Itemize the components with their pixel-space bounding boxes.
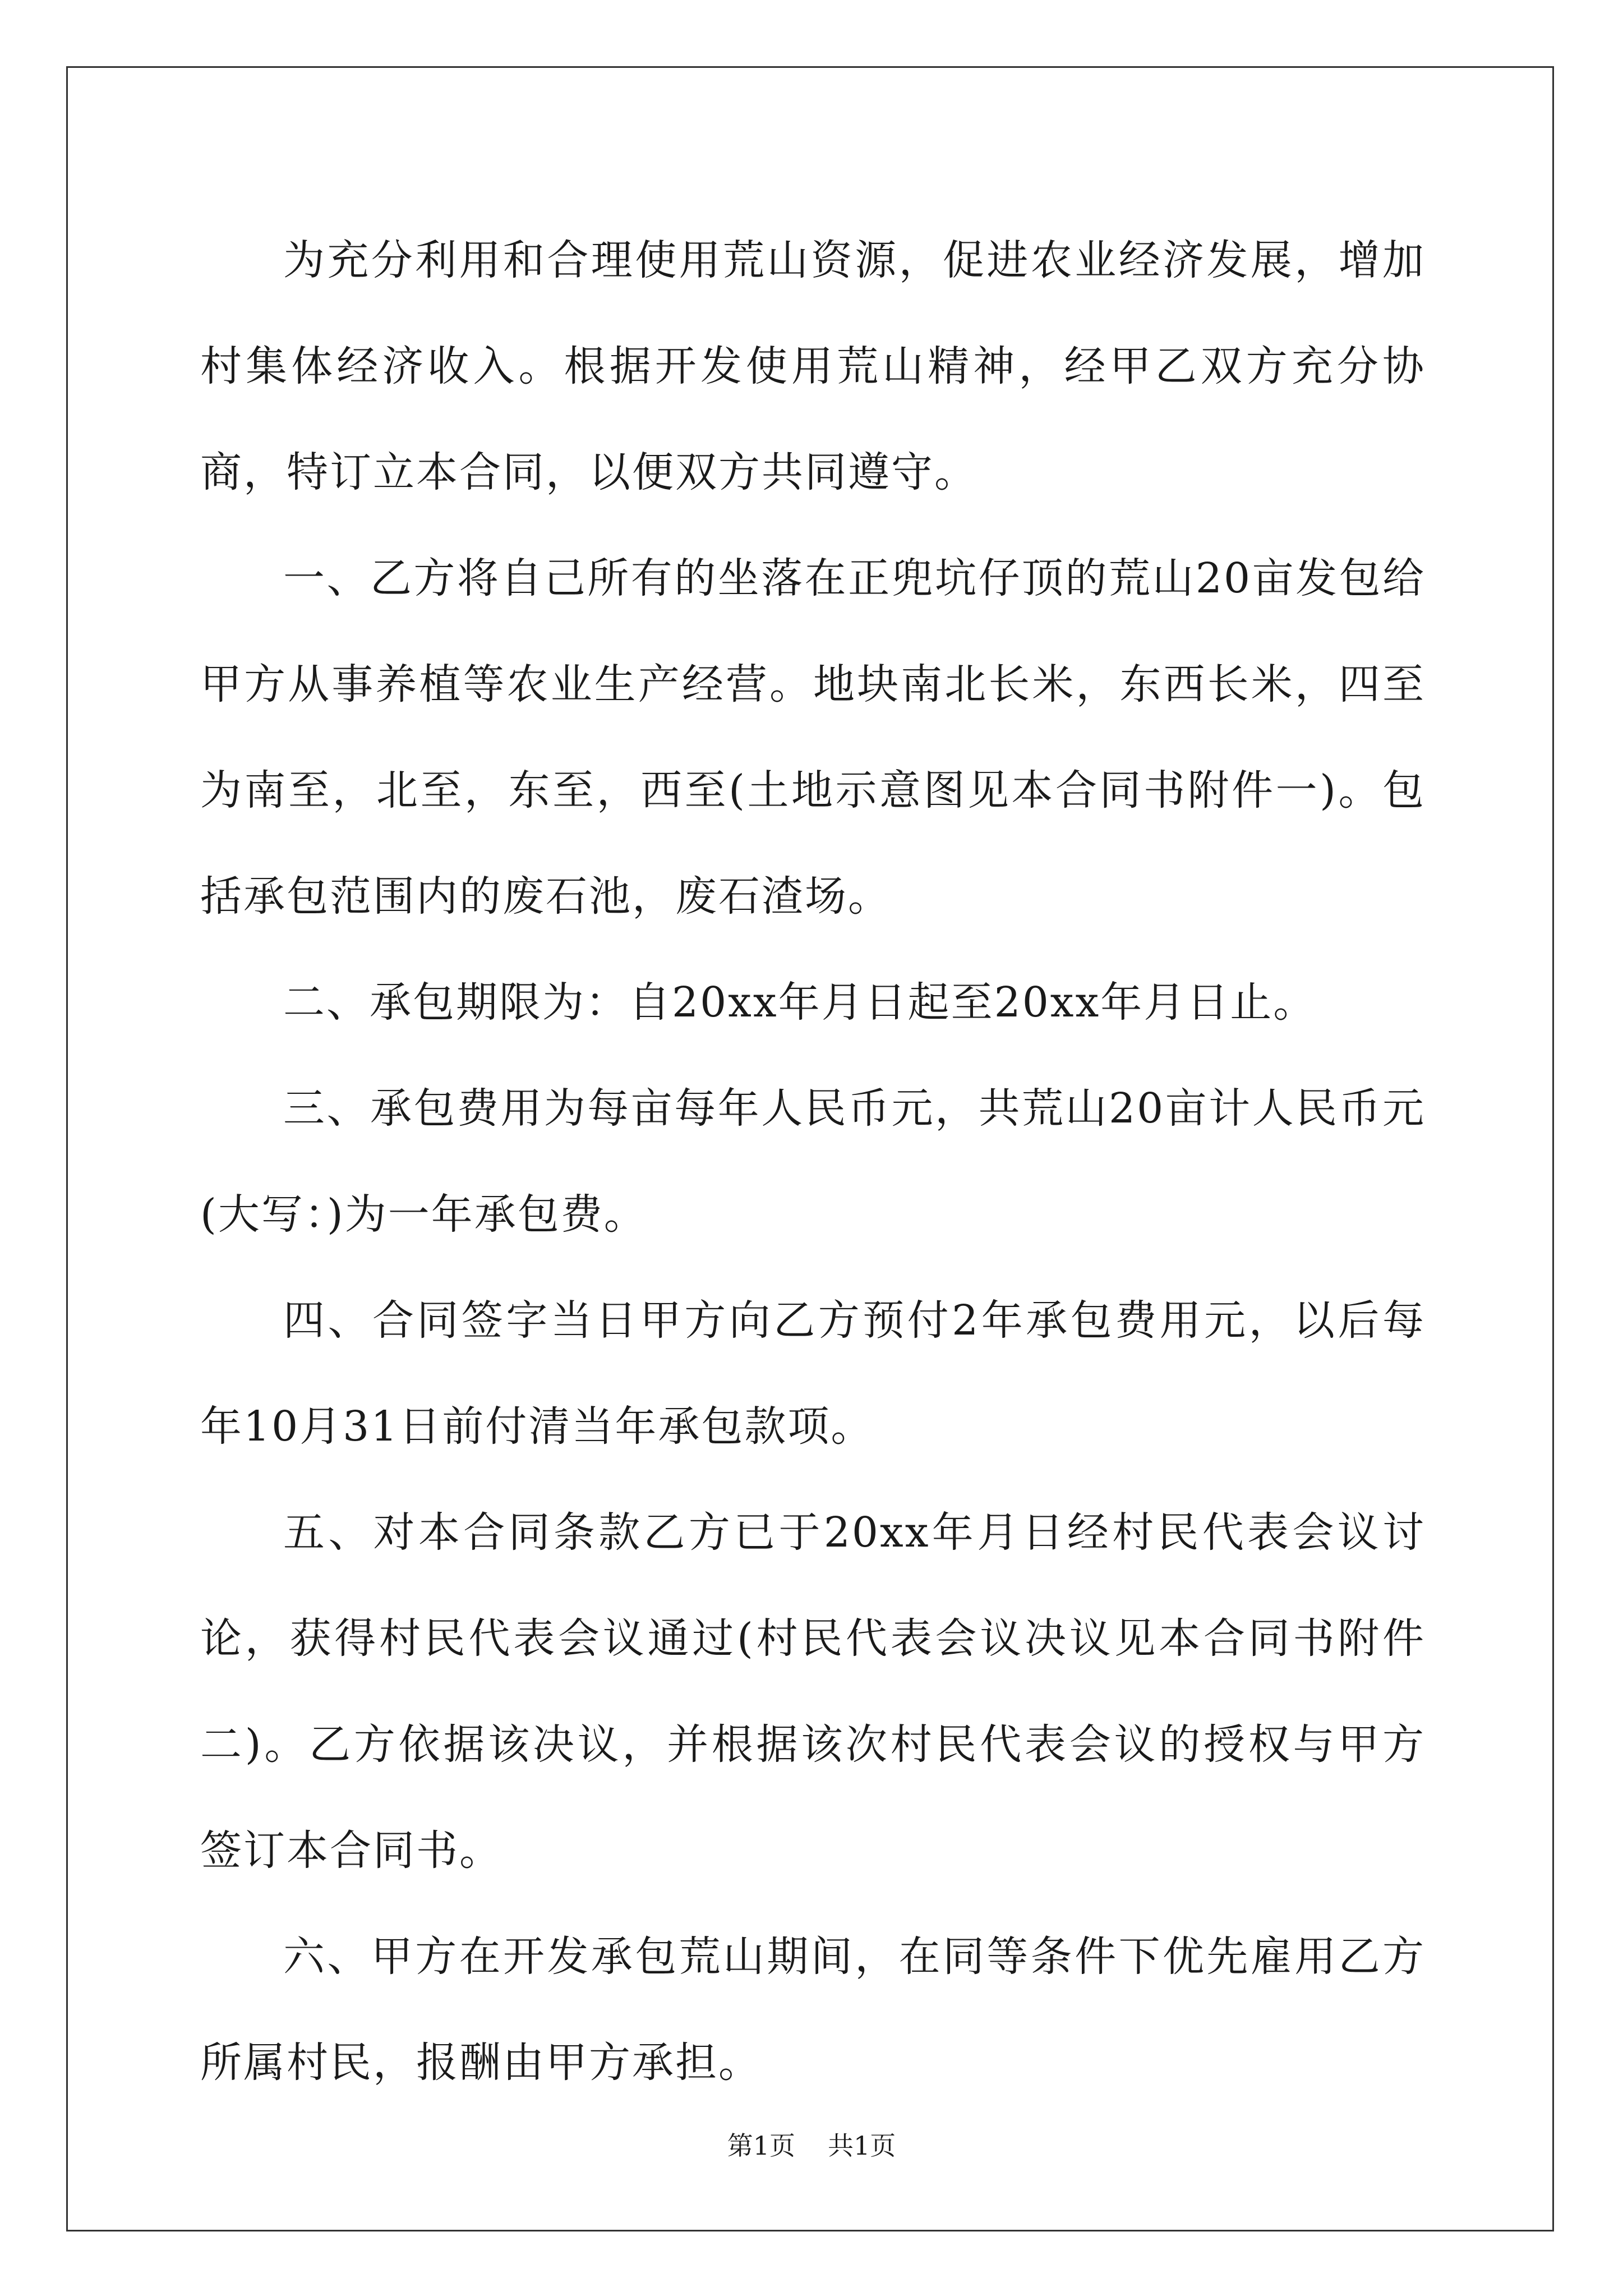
paragraph-clause-3: 三、承包费用为每亩每年人民币元，共荒山20亩计人民币元(大写：)为一年承包费。 [200, 1084, 1426, 1239]
page-footer [0, 2129, 1623, 2162]
paragraph-clause-1: 一、乙方将自己所有的坐落在正兜坑仔顶的荒山20亩发包给甲方从事养植等农业生产经营。地块南北长米，东西长米，四至为南至，北至，东至，西至(土地示意图见本合同书附件一)。包括承包范围内的废石池，废石渣场。 [200, 554, 1426, 921]
contract-body [200, 208, 1426, 2116]
paragraph-clause-5: 五、对本合同条款乙方已于20xx年月日经村民代表会议讨论，获得村民代表会议通过(村民代表会议决议见本合同书附件二)。乙方依据该决议，并根据该次村民代表会议的授权与甲方签订本合同书。 [200, 1508, 1426, 1875]
page-number-current: 第1页 [727, 2131, 795, 2161]
page-number-total: 共1页 [828, 2131, 896, 2161]
paragraph-clause-4: 四、合同签字当日甲方向乙方预付2年承包费用元，以后每年10月31日前付清当年承包款项。 [200, 1296, 1426, 1451]
paragraph-clause-2: 二、承包期限为：自20xx年月日起至20xx年月日止。 [283, 978, 1317, 1027]
paragraph-preamble: 为充分利用和合理使用荒山资源，促进农业经济发展，增加村集体经济收入。根据开发使用荒山精神，经甲乙双方充分协商，特订立本合同，以便双方共同遵守。 [200, 236, 1426, 496]
paragraph-clause-6: 六、甲方在开发承包荒山期间，在同等条件下优先雇用乙方所属村民，报酬由甲方承担。 [200, 1932, 1426, 2087]
